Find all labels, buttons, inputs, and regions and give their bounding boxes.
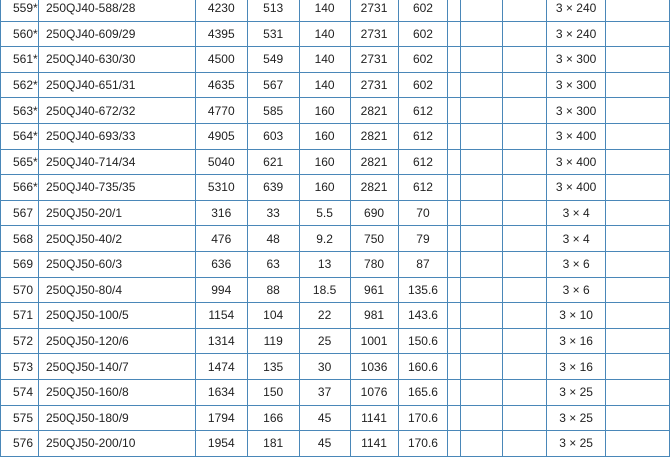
cell-empty: [461, 251, 503, 277]
cell-empty: [448, 226, 461, 252]
cell-empty: [503, 251, 547, 277]
cell-empty: [448, 0, 461, 21]
cell-empty: [606, 379, 670, 405]
cell-value-3: 160: [299, 98, 350, 124]
table-row: [1, 379, 670, 405]
cell-number: 573: [1, 354, 39, 380]
cell-value-3: 140: [299, 21, 350, 47]
table-row: [1, 149, 670, 175]
cell-model: 250QJ40-609/29: [38, 21, 195, 47]
cell-empty: [461, 149, 503, 175]
cell-number: 565*: [1, 149, 39, 175]
cell-value-2: 603: [247, 123, 299, 149]
cell-model: 250QJ50-40/2: [38, 226, 195, 252]
cell-cable: 3 × 300: [547, 98, 606, 124]
table-row: [1, 328, 670, 354]
cell-value-3: 160: [299, 149, 350, 175]
cell-number: 575: [1, 405, 39, 431]
cell-empty: [448, 98, 461, 124]
cell-cable: 3 × 25: [547, 431, 606, 457]
cell-value-1: 5310: [195, 175, 247, 201]
cell-value-2: 585: [247, 98, 299, 124]
cell-number: 568: [1, 226, 39, 252]
cell-value-4: 690: [350, 200, 398, 226]
cell-value-5: 135.6: [398, 277, 448, 303]
cell-empty: [448, 303, 461, 329]
cell-empty: [503, 149, 547, 175]
cell-empty: [461, 277, 503, 303]
cell-value-3: 160: [299, 175, 350, 201]
cell-model: 250QJ50-200/10: [38, 431, 195, 457]
cell-value-5: 165.6: [398, 379, 448, 405]
cell-value-4: 981: [350, 303, 398, 329]
table-body: [1, 0, 670, 456]
table-row: [1, 277, 670, 303]
cell-number: 563*: [1, 98, 39, 124]
cell-value-4: 1001: [350, 328, 398, 354]
cell-value-1: 4395: [195, 21, 247, 47]
cell-cable: 3 × 16: [547, 354, 606, 380]
cell-value-4: 2821: [350, 175, 398, 201]
cell-empty: [606, 72, 670, 98]
cell-value-2: 88: [247, 277, 299, 303]
cell-value-3: 45: [299, 405, 350, 431]
cell-empty: [461, 226, 503, 252]
cell-empty: [448, 72, 461, 98]
cell-empty: [606, 405, 670, 431]
cell-value-3: 140: [299, 72, 350, 98]
cell-value-3: 140: [299, 0, 350, 21]
cell-number: 561*: [1, 47, 39, 73]
cell-value-3: 5.5: [299, 200, 350, 226]
table-row: [1, 354, 670, 380]
cell-value-2: 63: [247, 251, 299, 277]
cell-cable: 3 × 6: [547, 277, 606, 303]
cell-cable: 3 × 6: [547, 251, 606, 277]
cell-empty: [606, 226, 670, 252]
cell-empty: [606, 354, 670, 380]
table-row: [1, 251, 670, 277]
cell-model: 250QJ50-20/1: [38, 200, 195, 226]
cell-empty: [448, 123, 461, 149]
cell-value-3: 37: [299, 379, 350, 405]
cell-empty: [606, 277, 670, 303]
cell-empty: [448, 251, 461, 277]
cell-model: 250QJ50-180/9: [38, 405, 195, 431]
cell-empty: [503, 303, 547, 329]
cell-model: 250QJ50-60/3: [38, 251, 195, 277]
cell-model: 250QJ50-160/8: [38, 379, 195, 405]
cell-value-1: 994: [195, 277, 247, 303]
cell-cable: 3 × 4: [547, 200, 606, 226]
cell-model: 250QJ50-140/7: [38, 354, 195, 380]
cell-empty: [448, 431, 461, 457]
cell-empty: [448, 354, 461, 380]
cell-value-2: 166: [247, 405, 299, 431]
cell-value-5: 160.6: [398, 354, 448, 380]
cell-value-5: 612: [398, 123, 448, 149]
cell-empty: [503, 98, 547, 124]
cell-value-5: 612: [398, 98, 448, 124]
cell-cable: 3 × 10: [547, 303, 606, 329]
cell-empty: [606, 431, 670, 457]
cell-empty: [606, 251, 670, 277]
cell-empty: [448, 379, 461, 405]
cell-value-2: 549: [247, 47, 299, 73]
cell-empty: [448, 328, 461, 354]
cell-value-4: 2731: [350, 72, 398, 98]
cell-value-4: 961: [350, 277, 398, 303]
cell-value-3: 18.5: [299, 277, 350, 303]
cell-cable: 3 × 25: [547, 379, 606, 405]
cell-model: 250QJ40-735/35: [38, 175, 195, 201]
cell-value-1: 316: [195, 200, 247, 226]
cell-value-1: 4230: [195, 0, 247, 21]
cell-value-5: 170.6: [398, 405, 448, 431]
cell-empty: [503, 47, 547, 73]
cell-value-4: 2731: [350, 0, 398, 21]
cell-value-4: 1076: [350, 379, 398, 405]
cell-empty: [448, 200, 461, 226]
cell-value-2: 621: [247, 149, 299, 175]
cell-empty: [606, 47, 670, 73]
cell-value-3: 9.2: [299, 226, 350, 252]
cell-model: 250QJ50-80/4: [38, 277, 195, 303]
table-row: [1, 200, 670, 226]
cell-number: 574: [1, 379, 39, 405]
cell-value-1: 1794: [195, 405, 247, 431]
cell-value-5: 602: [398, 21, 448, 47]
cell-empty: [503, 21, 547, 47]
cell-value-3: 30: [299, 354, 350, 380]
cell-value-5: 87: [398, 251, 448, 277]
cell-value-3: 160: [299, 123, 350, 149]
cell-empty: [461, 175, 503, 201]
cell-empty: [448, 21, 461, 47]
cell-empty: [503, 277, 547, 303]
cell-empty: [503, 405, 547, 431]
cell-empty: [503, 354, 547, 380]
cell-number: 569: [1, 251, 39, 277]
cell-model: 250QJ50-100/5: [38, 303, 195, 329]
cell-empty: [606, 303, 670, 329]
cell-model: 250QJ40-672/32: [38, 98, 195, 124]
cell-empty: [461, 0, 503, 21]
cell-empty: [448, 149, 461, 175]
cell-empty: [606, 0, 670, 21]
cell-cable: 3 × 25: [547, 405, 606, 431]
cell-value-4: 2731: [350, 47, 398, 73]
cell-value-4: 1141: [350, 405, 398, 431]
cell-empty: [461, 354, 503, 380]
cell-value-2: 531: [247, 21, 299, 47]
cell-value-2: 150: [247, 379, 299, 405]
cell-value-1: 1314: [195, 328, 247, 354]
cell-empty: [461, 200, 503, 226]
cell-model: 250QJ40-630/30: [38, 47, 195, 73]
cell-value-2: 119: [247, 328, 299, 354]
cell-empty: [503, 72, 547, 98]
cell-value-1: 476: [195, 226, 247, 252]
cell-number: 564*: [1, 123, 39, 149]
cell-value-5: 602: [398, 47, 448, 73]
cell-empty: [461, 405, 503, 431]
cell-value-3: 25: [299, 328, 350, 354]
table-row: [1, 405, 670, 431]
table-row: [1, 21, 670, 47]
cell-empty: [503, 431, 547, 457]
table-row: [1, 0, 670, 21]
cell-value-1: 636: [195, 251, 247, 277]
cell-empty: [448, 405, 461, 431]
cell-empty: [606, 175, 670, 201]
cell-empty: [606, 200, 670, 226]
cell-cable: 3 × 400: [547, 175, 606, 201]
cell-value-1: 4770: [195, 98, 247, 124]
cell-value-1: 5040: [195, 149, 247, 175]
cell-value-4: 2731: [350, 21, 398, 47]
cell-model: 250QJ50-120/6: [38, 328, 195, 354]
cell-number: 559*: [1, 0, 39, 21]
cell-number: 571: [1, 303, 39, 329]
cell-value-4: 750: [350, 226, 398, 252]
cell-number: 567: [1, 200, 39, 226]
cell-value-2: 104: [247, 303, 299, 329]
cell-value-4: 2821: [350, 98, 398, 124]
cell-empty: [461, 303, 503, 329]
cell-value-2: 48: [247, 226, 299, 252]
cell-empty: [448, 277, 461, 303]
cell-value-1: 1154: [195, 303, 247, 329]
cell-empty: [461, 431, 503, 457]
cell-value-3: 45: [299, 431, 350, 457]
cell-value-5: 612: [398, 149, 448, 175]
cell-cable: 3 × 300: [547, 47, 606, 73]
cell-number: 566*: [1, 175, 39, 201]
cell-number: 570: [1, 277, 39, 303]
cell-empty: [606, 98, 670, 124]
cell-empty: [503, 123, 547, 149]
table-row: [1, 175, 670, 201]
cell-cable: 3 × 300: [547, 72, 606, 98]
cell-empty: [606, 149, 670, 175]
cell-value-1: 4635: [195, 72, 247, 98]
cell-empty: [503, 226, 547, 252]
cell-empty: [503, 379, 547, 405]
table-row: [1, 72, 670, 98]
cell-value-1: 4500: [195, 47, 247, 73]
cell-empty: [606, 123, 670, 149]
cell-empty: [503, 175, 547, 201]
cell-empty: [461, 379, 503, 405]
cell-empty: [461, 98, 503, 124]
cell-empty: [503, 328, 547, 354]
cell-value-1: 1954: [195, 431, 247, 457]
cell-cable: 3 × 240: [547, 0, 606, 21]
cell-cable: 3 × 240: [547, 21, 606, 47]
table-row: [1, 226, 670, 252]
cell-value-5: 170.6: [398, 431, 448, 457]
table-row: [1, 123, 670, 149]
cell-value-3: 22: [299, 303, 350, 329]
cell-value-2: 567: [247, 72, 299, 98]
table-row: [1, 98, 670, 124]
cell-value-3: 140: [299, 47, 350, 73]
cell-cable: 3 × 400: [547, 123, 606, 149]
cell-value-4: 2821: [350, 149, 398, 175]
cell-empty: [448, 47, 461, 73]
cell-empty: [606, 21, 670, 47]
cell-value-2: 135: [247, 354, 299, 380]
cell-cable: 3 × 400: [547, 149, 606, 175]
cell-value-4: 2821: [350, 123, 398, 149]
cell-empty: [461, 123, 503, 149]
cell-value-5: 143.6: [398, 303, 448, 329]
cell-value-1: 4905: [195, 123, 247, 149]
cell-empty: [448, 175, 461, 201]
cell-empty: [461, 47, 503, 73]
cell-cable: 3 × 4: [547, 226, 606, 252]
cell-number: 576: [1, 431, 39, 457]
cell-empty: [606, 328, 670, 354]
cell-empty: [461, 72, 503, 98]
cell-value-2: 181: [247, 431, 299, 457]
cell-value-5: 79: [398, 226, 448, 252]
cell-value-5: 70: [398, 200, 448, 226]
cell-value-2: 513: [247, 0, 299, 21]
cell-number: 562*: [1, 72, 39, 98]
cell-empty: [461, 328, 503, 354]
cell-value-3: 13: [299, 251, 350, 277]
cell-value-5: 150.6: [398, 328, 448, 354]
cell-model: 250QJ40-651/31: [38, 72, 195, 98]
cell-model: 250QJ40-588/28: [38, 0, 195, 21]
cell-empty: [503, 0, 547, 21]
cell-value-4: 780: [350, 251, 398, 277]
cell-value-2: 639: [247, 175, 299, 201]
cell-value-1: 1634: [195, 379, 247, 405]
cell-value-5: 602: [398, 0, 448, 21]
cell-model: 250QJ40-714/34: [38, 149, 195, 175]
table-row: [1, 431, 670, 457]
cell-model: 250QJ40-693/33: [38, 123, 195, 149]
cell-number: 572: [1, 328, 39, 354]
table-row: [1, 303, 670, 329]
cell-value-2: 33: [247, 200, 299, 226]
cell-number: 560*: [1, 21, 39, 47]
table-row: [1, 47, 670, 73]
cell-value-5: 602: [398, 72, 448, 98]
cell-cable: 3 × 16: [547, 328, 606, 354]
cell-value-4: 1036: [350, 354, 398, 380]
cell-empty: [503, 200, 547, 226]
cell-value-4: 1141: [350, 431, 398, 457]
cell-empty: [461, 21, 503, 47]
cell-value-5: 612: [398, 175, 448, 201]
cell-value-1: 1474: [195, 354, 247, 380]
